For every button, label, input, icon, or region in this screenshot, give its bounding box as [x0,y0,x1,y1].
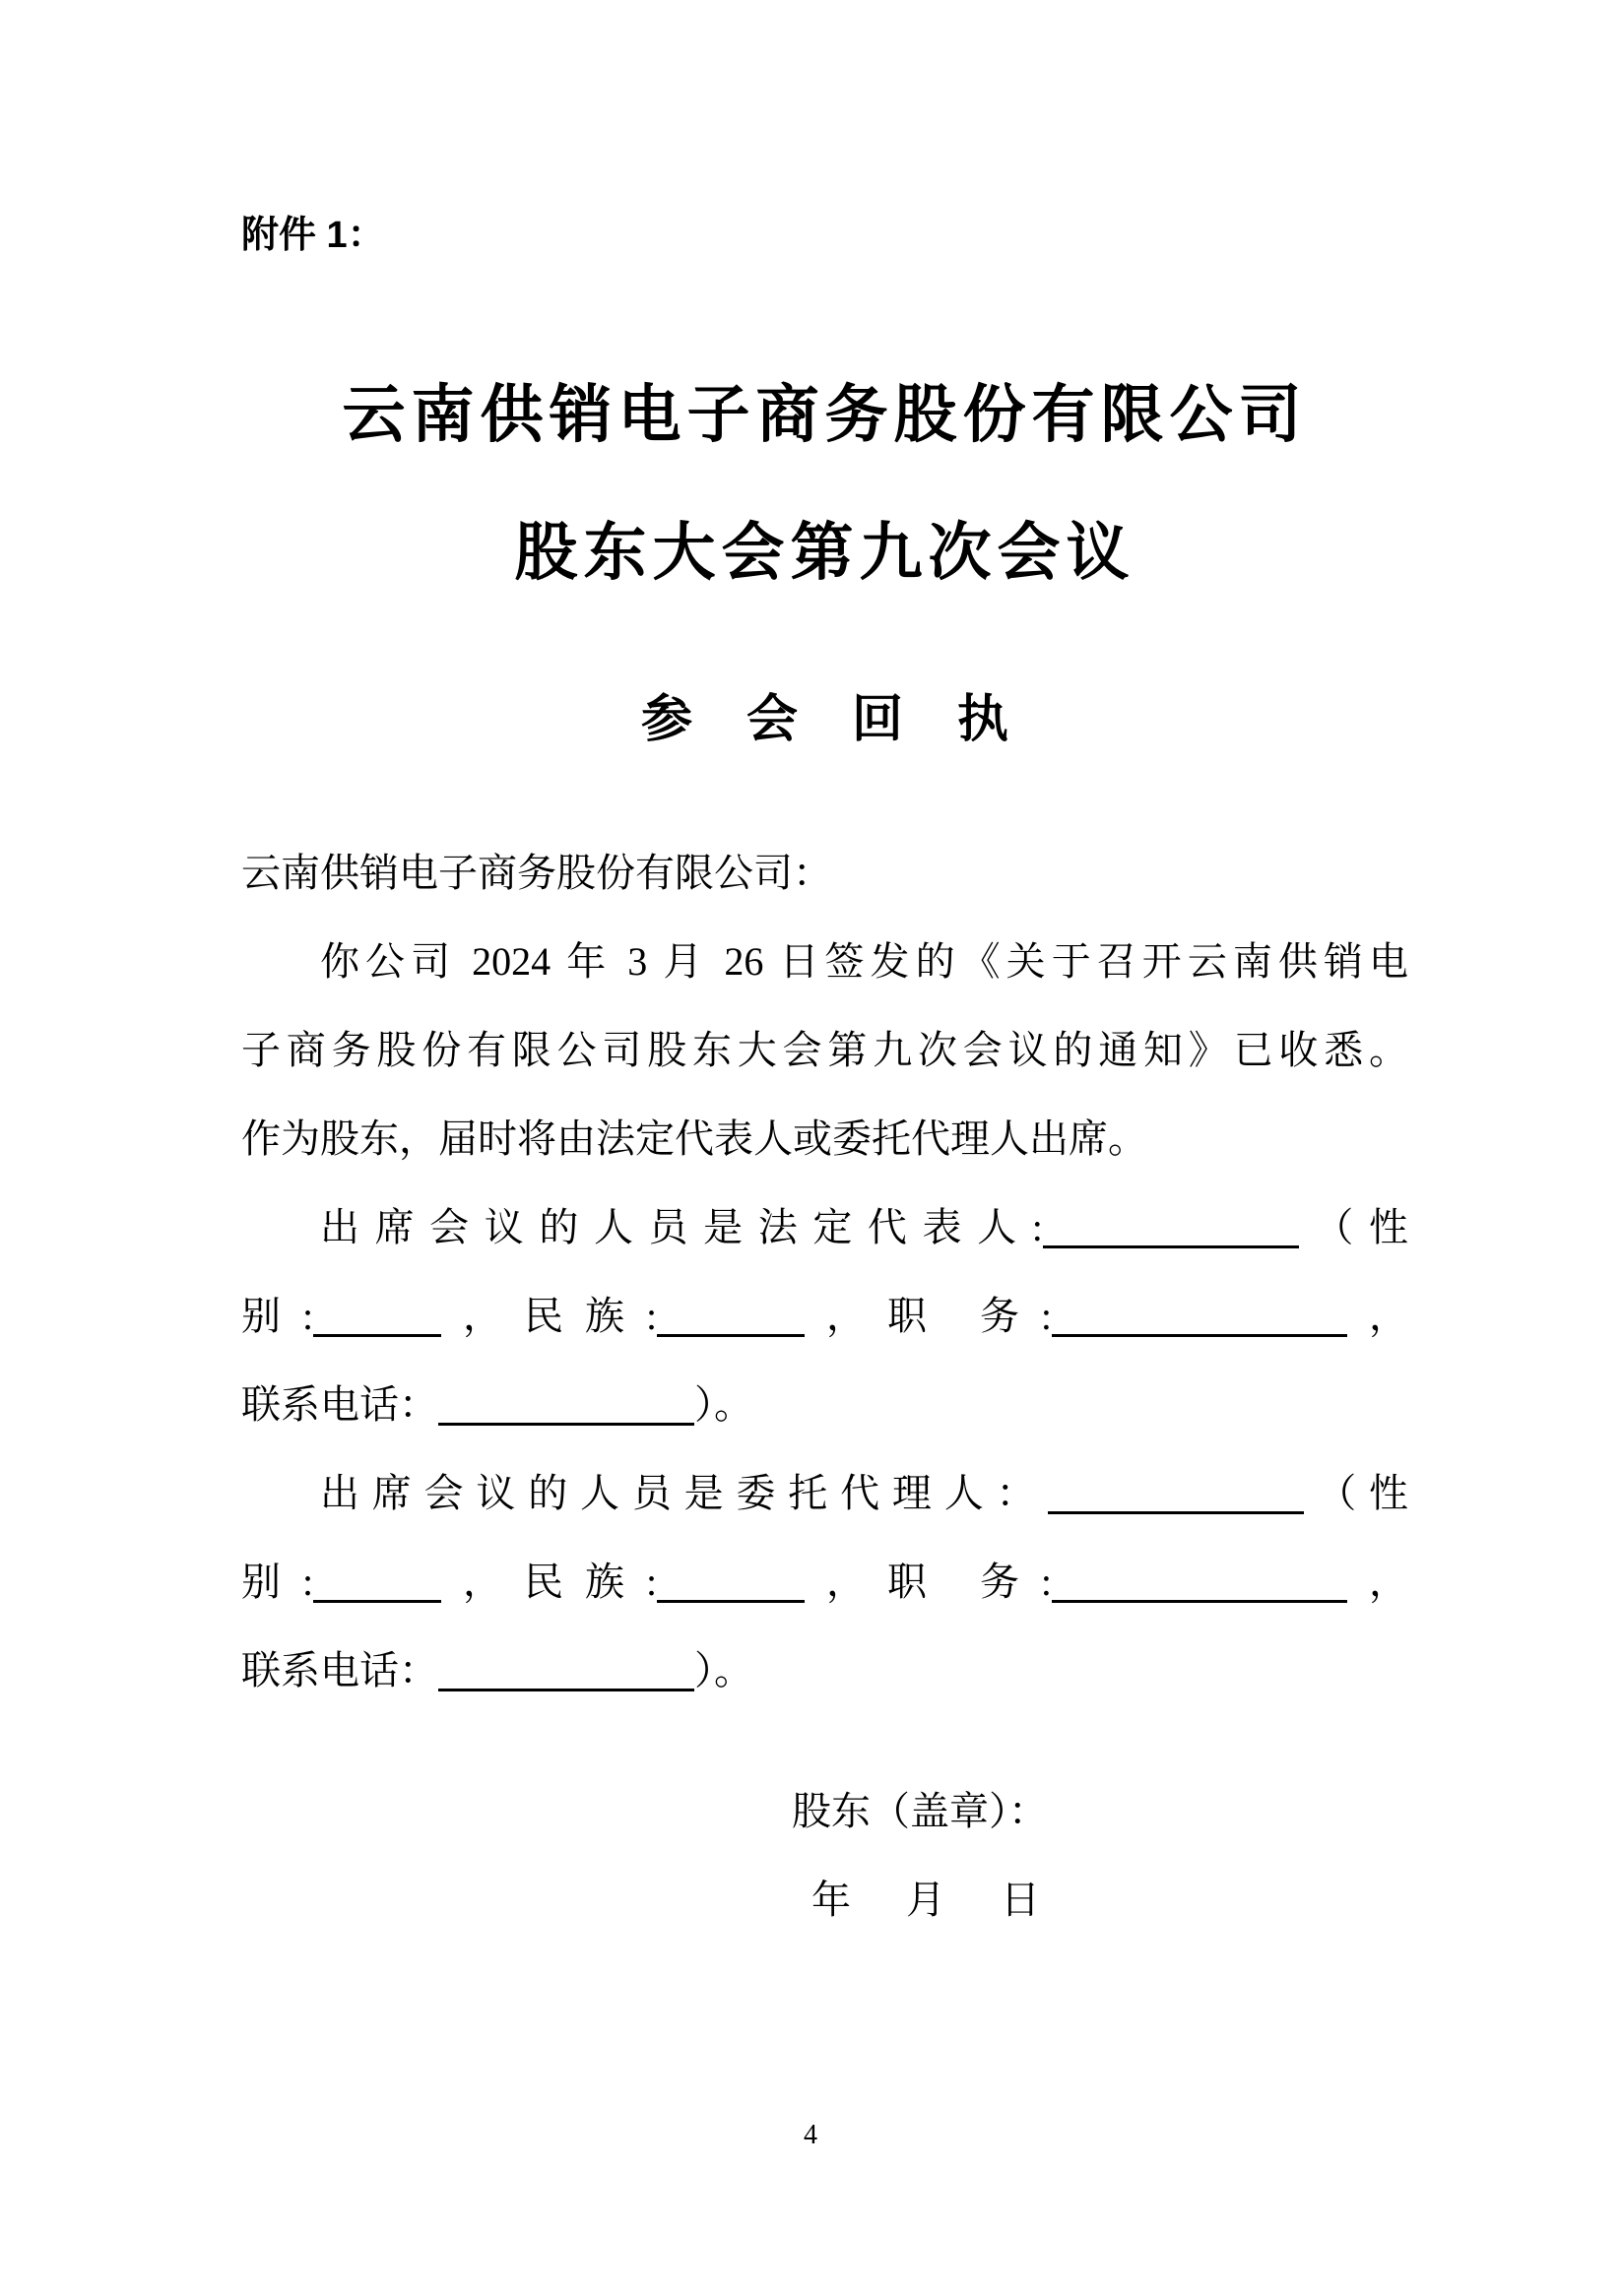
fill-in-blank [1052,1600,1347,1603]
para1-line3: 作为股东，届时将由法定代表人或委托代理人出席。 [241,1116,1147,1161]
document-subtitle: 参会回执 [640,692,1063,748]
salutation: 云南供销电子商务股份有限公司： [241,851,832,895]
para3-line1: 出席会议的人员是委托代理人： （性 [320,1471,1408,1515]
fill-in-blank [1048,1511,1304,1514]
fill-in-blank [438,1423,694,1426]
para2-line3: 联系电话： ）。 [241,1382,753,1427]
fill-in-blank [1043,1245,1299,1248]
fill-in-blank [438,1689,694,1691]
signature-date-line: 年 月 日 [811,1878,1048,1922]
signature-seal-line: 股东（盖章）： [792,1789,1048,1833]
document-title-line1: 云南供销电子商务股份有限公司 [342,380,1308,450]
para3-line3: 联系电话： ）。 [241,1648,753,1692]
document-body [241,829,1408,1715]
document-title [241,347,1408,622]
para2-line2: 别: ，民族: ，职 务: ， [241,1294,1408,1338]
para3-line2: 别: ，民族: ，职 务: ， [241,1560,1408,1604]
para1-line1: 你公司 2024 年 3 月 26 日签发的《关于召开云南供销电 [320,939,1408,984]
signature-block [241,1767,1408,1945]
para1-line2: 子商务股份有限公司股东大会第九次会议的通知》已收悉。 [241,1028,1408,1072]
fill-in-blank [313,1334,441,1337]
document-title-line2: 股东大会第九次会议 [514,518,1135,588]
fill-in-blank [1052,1334,1347,1337]
page-number: 4 [804,2120,817,2150]
attachment-label: 附件 1： [241,215,385,256]
fill-in-blank [657,1600,805,1603]
fill-in-blank [657,1334,805,1337]
fill-in-blank [313,1600,441,1603]
para2-line1: 出席会议的人员是法定代表人: （性 [320,1205,1408,1249]
